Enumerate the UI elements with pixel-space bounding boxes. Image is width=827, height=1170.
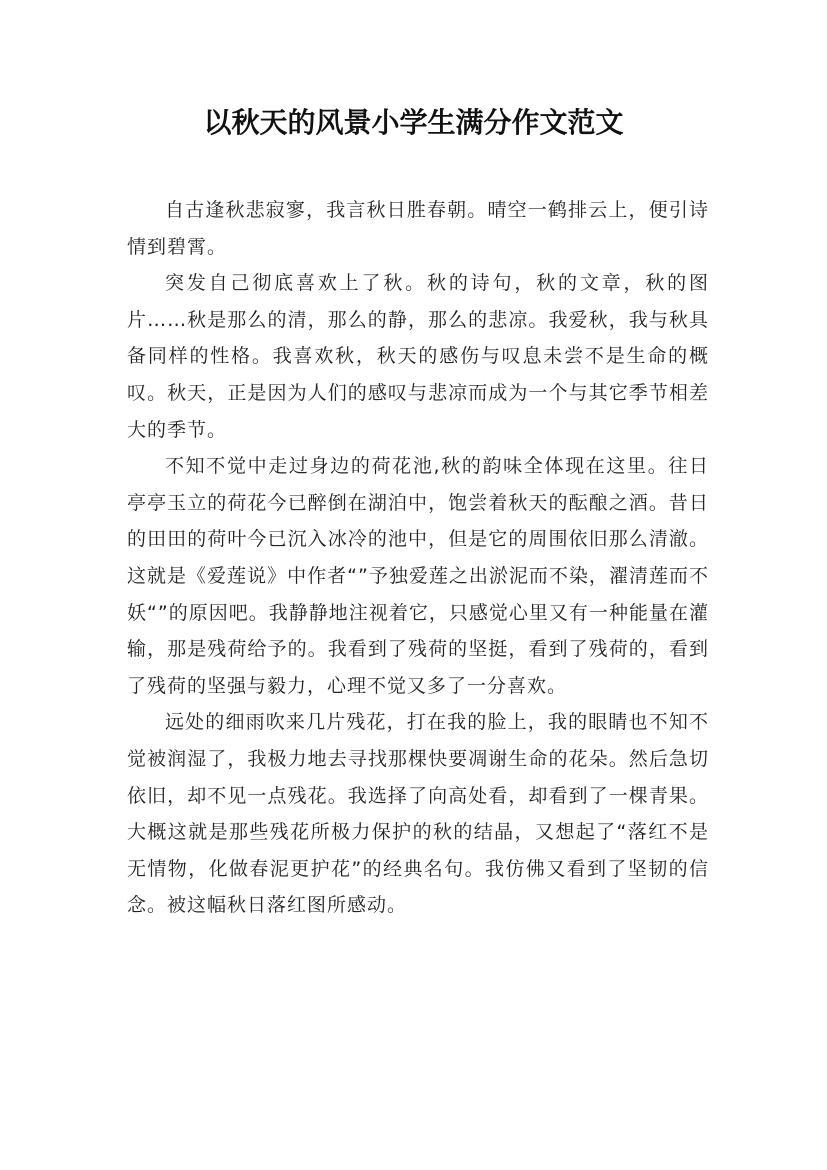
document-body: [127, 192, 709, 924]
paragraph: 自古逢秋悲寂寥，我言秋日胜春朝。晴空一鹤排云上，便引诗情到碧霄。: [127, 199, 709, 258]
page-title: 以秋天的风景小学生满分作文范文: [203, 106, 624, 139]
paragraph: 突发自己彻底喜欢上了秋。秋的诗句，秋的文章，秋的图片……秋是那么的清，那么的静，那么的悲凉。我爱秋，我与秋具备同样的性格。我喜欢秋，秋天的感伤与叹息未尝不是生命的概叹。秋天，正是因为人们的感叹与悲凉而成为一个与其它季节相差大的季节。: [127, 272, 709, 441]
paragraph: 不知不觉中走过身边的荷花池,秋的韵味全体现在这里。往日亭亭玉立的荷花今已醉倒在湖泊中，饱尝着秋天的酝酿之酒。昔日的田田的荷叶今已沉入冰冷的池中，但是它的周围依旧那么清澈。这就是《爱莲说》中作者“”予独爱莲之出淤泥而不染，濯清莲而不妖“”的原因吧。我静静地注视着它，只感觉心里又有一种能量在灌输，那是残荷给予的。我看到了残荷的坚挺，看到了残荷的，看到了残荷的坚强与毅力，心理不觉又多了一分喜欢。: [127, 455, 709, 697]
paragraph: 远处的细雨吹来几片残花，打在我的脸上，我的眼睛也不知不觉被润湿了，我极力地去寻找那棵快要凋谢生命的花朵。然后急切依旧，却不见一点残花。我选择了向高处看，却看到了一棵青果。大概这就是那些残花所极力保护的秋的结晶，又想起了“落红不是无情物，化做春泥更护花”的经典名句。我仿佛又看到了坚韧的信念。被这幅秋日落红图所感动。: [127, 711, 709, 917]
